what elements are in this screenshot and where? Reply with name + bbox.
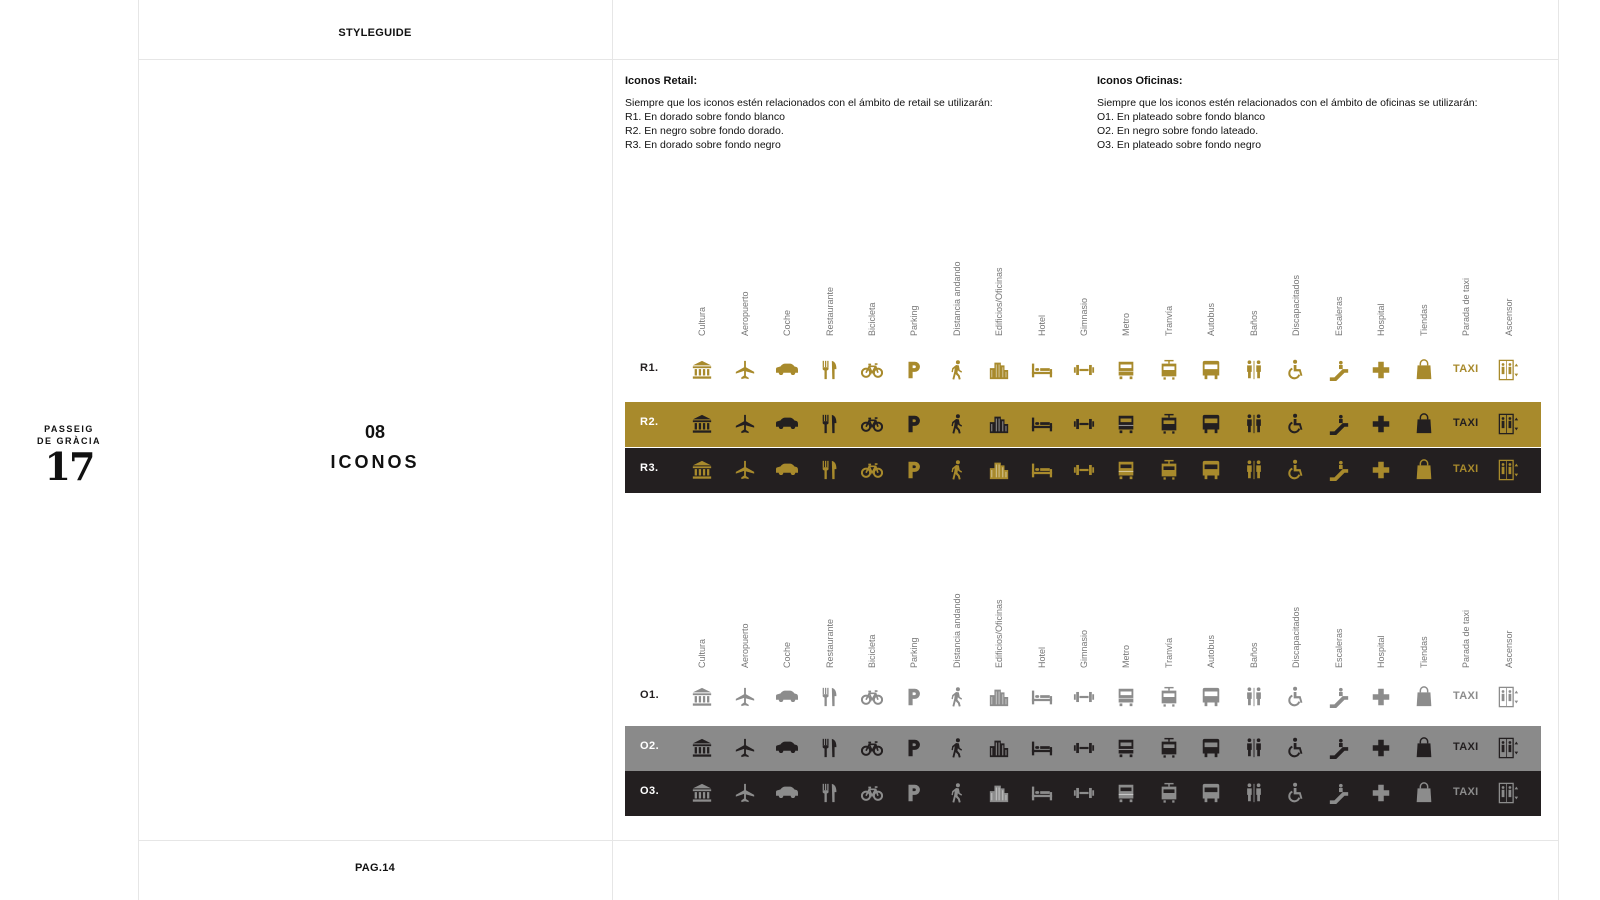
toilets-icon (1243, 359, 1265, 381)
hospital-icon (1370, 413, 1392, 435)
offices-column-label: Gimnasio (1079, 629, 1089, 668)
elevator-icon (1498, 737, 1520, 759)
elevator-icon (1498, 782, 1520, 804)
hotel-icon (1031, 686, 1053, 708)
building-icon (988, 686, 1010, 708)
escalator-icon (1328, 459, 1350, 481)
restaurant-icon (819, 459, 841, 481)
shop-icon (1413, 737, 1435, 759)
grid-line (138, 840, 1558, 841)
offices-column-label: Cultura (697, 638, 707, 668)
gym-icon (1073, 782, 1095, 804)
offices-column-label: Discapacitados (1291, 606, 1301, 668)
walking-icon (946, 413, 968, 435)
bus-icon (1200, 459, 1222, 481)
retail-column-label: Hospital (1376, 303, 1386, 336)
retail-column-label: Distancia andando (952, 261, 962, 336)
walking-icon (946, 459, 968, 481)
tram-icon (1158, 413, 1180, 435)
airplane-icon (734, 459, 756, 481)
building-icon (988, 737, 1010, 759)
styleguide-header: STYLEGUIDE (338, 27, 412, 39)
building-icon (988, 459, 1010, 481)
museum-icon (691, 459, 713, 481)
gym-icon (1073, 737, 1095, 759)
shop-icon (1413, 359, 1435, 381)
wheelchair-icon (1285, 413, 1307, 435)
bicycle-icon (861, 459, 883, 481)
retail-row-label: R3. (640, 462, 659, 474)
car-icon (776, 686, 798, 708)
wheelchair-icon (1285, 782, 1307, 804)
wheelchair-icon (1285, 359, 1307, 381)
grid-line (138, 59, 1558, 60)
hotel-icon (1031, 782, 1053, 804)
toilets-icon (1243, 686, 1265, 708)
offices-column-label: Aeropuerto (740, 623, 750, 668)
section-heading (138, 418, 612, 478)
building-icon (988, 359, 1010, 381)
tram-icon (1158, 686, 1180, 708)
airplane-icon (734, 359, 756, 381)
hotel-icon (1031, 459, 1053, 481)
wheelchair-icon (1285, 459, 1307, 481)
offices-column-label: Escaleras (1334, 628, 1344, 668)
parking-icon (903, 686, 925, 708)
logo-line-2: DE GRÀCIA (36, 436, 101, 446)
toilets-icon (1243, 459, 1265, 481)
airplane-icon (734, 782, 756, 804)
retail-row-label: R1. (640, 362, 659, 374)
bus-icon (1200, 737, 1222, 759)
elevator-icon (1498, 413, 1520, 435)
bicycle-icon (861, 737, 883, 759)
taxi-icon: TAXI (1453, 741, 1479, 753)
retail-column-label: Parking (909, 305, 919, 336)
taxi-icon: TAXI (1453, 363, 1479, 375)
offices-column-label: Restaurante (825, 618, 835, 668)
toilets-icon (1243, 737, 1265, 759)
hotel-icon (1031, 413, 1053, 435)
parking-icon (903, 459, 925, 481)
offices-column-label: Hospital (1376, 635, 1386, 668)
gym-icon (1073, 413, 1095, 435)
parking-icon (903, 413, 925, 435)
retail-column-label: Parada de taxi (1461, 277, 1471, 336)
airplane-icon (734, 737, 756, 759)
page-number: PAG.14 (354, 862, 396, 874)
brand-logo (0, 423, 138, 487)
car-icon (776, 737, 798, 759)
metro-icon (1115, 782, 1137, 804)
offices-row-label: O1. (640, 689, 660, 701)
hospital-icon (1370, 737, 1392, 759)
metro-icon (1115, 737, 1137, 759)
offices-column-label: Edificios/Oficinas (994, 599, 1004, 668)
escalator-icon (1328, 359, 1350, 381)
offices-row-label: O2. (640, 740, 660, 752)
offices-column-label: Baños (1249, 642, 1259, 668)
elevator-icon (1498, 359, 1520, 381)
taxi-icon: TAXI (1453, 417, 1479, 429)
tram-icon (1158, 359, 1180, 381)
hotel-icon (1031, 737, 1053, 759)
parking-icon (903, 359, 925, 381)
hospital-icon (1370, 459, 1392, 481)
shop-icon (1413, 413, 1435, 435)
offices-column-label: Metro (1121, 644, 1131, 668)
retail-column-label: Hotel (1037, 314, 1047, 336)
retail-heading: Iconos Retail: (625, 75, 698, 87)
retail-rule-r1: R1. En dorado sobre fondo blanco (625, 111, 785, 123)
escalator-icon (1328, 737, 1350, 759)
museum-icon (691, 737, 713, 759)
car-icon (776, 459, 798, 481)
wheelchair-icon (1285, 737, 1307, 759)
retail-column-label: Bicicleta (867, 302, 877, 336)
bicycle-icon (861, 413, 883, 435)
metro-icon (1115, 459, 1137, 481)
museum-icon (691, 413, 713, 435)
offices-column-label: Coche (782, 641, 792, 668)
grid-line (1558, 0, 1559, 900)
shop-icon (1413, 459, 1435, 481)
metro-icon (1115, 413, 1137, 435)
retail-column-label: Tranvía (1164, 305, 1174, 336)
logo-line-1: PASSEIG (44, 424, 94, 434)
retail-column-label: Edificios/Oficinas (994, 267, 1004, 336)
retail-column-label: Ascensor (1504, 298, 1514, 336)
restaurant-icon (819, 782, 841, 804)
retail-column-label: Aeropuerto (740, 291, 750, 336)
offices-rule-o2: O2. En negro sobre fondo lateado. (1097, 125, 1259, 137)
section-title: ICONOS (330, 452, 420, 472)
tram-icon (1158, 737, 1180, 759)
toilets-icon (1243, 413, 1265, 435)
restaurant-icon (819, 413, 841, 435)
restaurant-icon (819, 686, 841, 708)
walking-icon (946, 686, 968, 708)
retail-column-label: Cultura (697, 306, 707, 336)
offices-column-label: Bicicleta (867, 634, 877, 668)
offices-column-label: Tranvía (1164, 637, 1174, 668)
grid-line (612, 0, 613, 900)
retail-column-label: Restaurante (825, 286, 835, 336)
escalator-icon (1328, 413, 1350, 435)
retail-column-label: Escaleras (1334, 296, 1344, 336)
gym-icon (1073, 459, 1095, 481)
offices-row-label: O3. (640, 785, 660, 797)
hotel-icon (1031, 359, 1053, 381)
escalator-icon (1328, 686, 1350, 708)
retail-column-label: Metro (1121, 312, 1131, 336)
retail-column-label: Gimnasio (1079, 297, 1089, 336)
retail-intro: Siempre que los iconos estén relacionados con el ámbito de retail se utilizarán: (625, 97, 993, 109)
retail-description (625, 74, 1065, 152)
offices-intro: Siempre que los iconos estén relacionados con el ámbito de oficinas se utilizarán: (1097, 97, 1478, 109)
escalator-icon (1328, 782, 1350, 804)
logo-number: 17 (44, 444, 94, 489)
museum-icon (691, 359, 713, 381)
restaurant-icon (819, 737, 841, 759)
taxi-icon: TAXI (1453, 463, 1479, 475)
tram-icon (1158, 782, 1180, 804)
offices-column-label: Autobus (1206, 634, 1216, 668)
wheelchair-icon (1285, 686, 1307, 708)
walking-icon (946, 737, 968, 759)
offices-column-label: Distancia andando (952, 593, 962, 668)
hospital-icon (1370, 782, 1392, 804)
museum-icon (691, 782, 713, 804)
parking-icon (903, 782, 925, 804)
walking-icon (946, 782, 968, 804)
retail-row-label: R2. (640, 416, 659, 428)
hospital-icon (1370, 686, 1392, 708)
metro-icon (1115, 686, 1137, 708)
shop-icon (1413, 686, 1435, 708)
offices-column-label: Ascensor (1504, 630, 1514, 668)
bus-icon (1200, 686, 1222, 708)
offices-heading: Iconos Oficinas: (1097, 75, 1183, 87)
museum-icon (691, 686, 713, 708)
bicycle-icon (861, 359, 883, 381)
airplane-icon (734, 686, 756, 708)
taxi-icon: TAXI (1453, 786, 1479, 798)
retail-column-label: Coche (782, 309, 792, 336)
retail-column-label: Baños (1249, 310, 1259, 336)
offices-rule-o3: O3. En plateado sobre fondo negro (1097, 139, 1262, 151)
metro-icon (1115, 359, 1137, 381)
airplane-icon (734, 413, 756, 435)
retail-column-label: Discapacitados (1291, 274, 1301, 336)
offices-description (1097, 74, 1537, 152)
retail-rule-r3: R3. En dorado sobre fondo negro (625, 139, 781, 151)
bicycle-icon (861, 782, 883, 804)
offices-column-label: Parada de taxi (1461, 609, 1471, 668)
walking-icon (946, 359, 968, 381)
offices-column-label: Parking (909, 637, 919, 668)
building-icon (988, 413, 1010, 435)
bicycle-icon (861, 686, 883, 708)
building-icon (988, 782, 1010, 804)
bus-icon (1200, 359, 1222, 381)
offices-rule-o1: O1. En plateado sobre fondo blanco (1097, 111, 1266, 123)
offices-column-label: Tiendas (1419, 636, 1429, 668)
section-number: 08 (364, 422, 386, 442)
parking-icon (903, 737, 925, 759)
car-icon (776, 359, 798, 381)
retail-column-label: Autobus (1206, 302, 1216, 336)
gym-icon (1073, 686, 1095, 708)
bus-icon (1200, 413, 1222, 435)
retail-rule-r2: R2. En negro sobre fondo dorado. (625, 125, 784, 137)
gym-icon (1073, 359, 1095, 381)
elevator-icon (1498, 459, 1520, 481)
bus-icon (1200, 782, 1222, 804)
retail-column-label: Tiendas (1419, 304, 1429, 336)
shop-icon (1413, 782, 1435, 804)
offices-column-label: Hotel (1037, 646, 1047, 668)
car-icon (776, 782, 798, 804)
elevator-icon (1498, 686, 1520, 708)
restaurant-icon (819, 359, 841, 381)
toilets-icon (1243, 782, 1265, 804)
taxi-icon: TAXI (1453, 690, 1479, 702)
hospital-icon (1370, 359, 1392, 381)
car-icon (776, 413, 798, 435)
tram-icon (1158, 459, 1180, 481)
